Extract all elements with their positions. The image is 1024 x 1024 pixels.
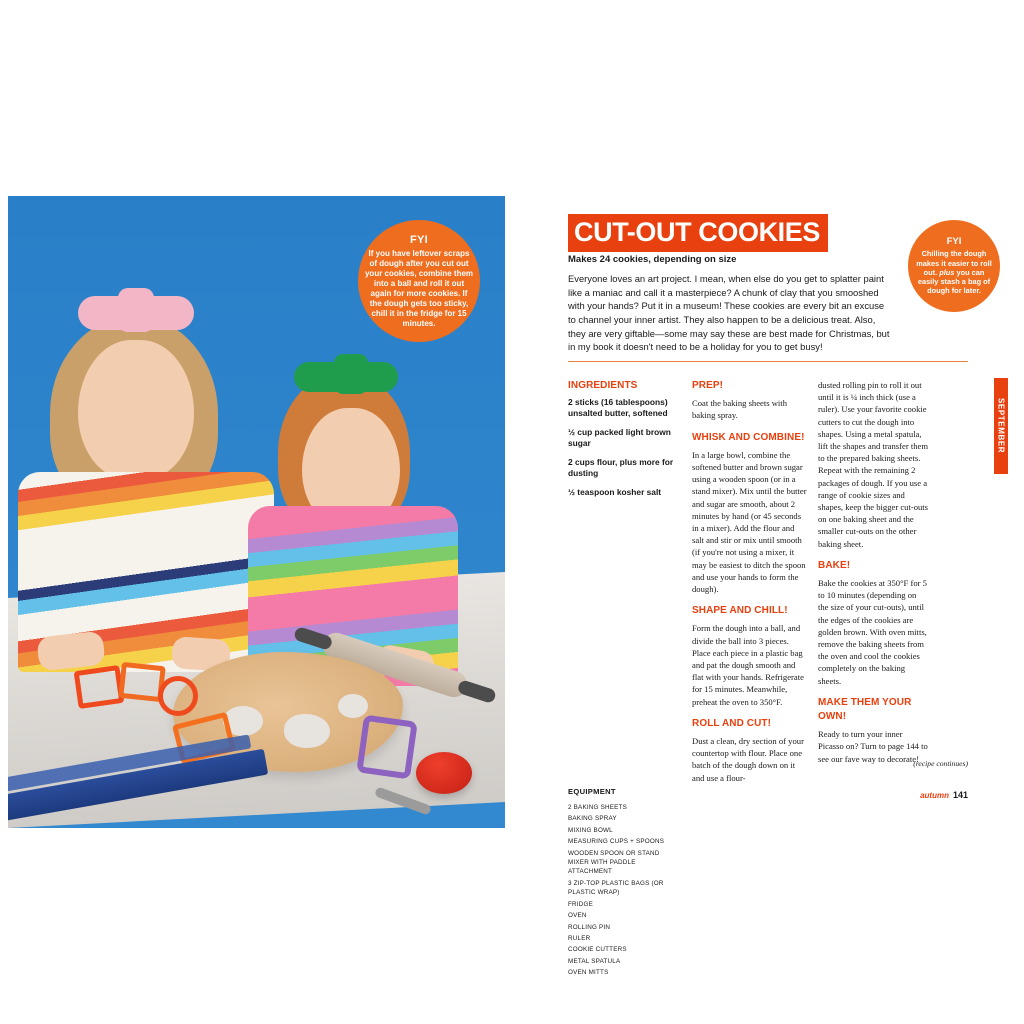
step-heading: WHISK AND COMBINE!	[692, 431, 805, 443]
fyi-text-part-2: you can easily stash a bag of dough for later.	[917, 267, 991, 296]
equipment-item: MIXING BOWL	[568, 826, 613, 834]
column-steps-left	[692, 379, 807, 793]
fyi-badge-recipe-body	[914, 249, 994, 295]
hair-bow-green-knot	[334, 354, 368, 394]
cookie-cutter-1	[74, 665, 125, 709]
ingredient-item: ½ teaspoon kosher salt	[568, 486, 662, 497]
step-heading: BAKE!	[818, 559, 851, 571]
equipment-item: COOKIE CUTTERS	[568, 946, 627, 954]
step-body: Ready to turn your inner Picasso on? Turn to page 144 to see our fave way to decorate!	[818, 729, 928, 764]
step-body: Coat the baking sheets with baking spray.	[692, 398, 787, 421]
ingredient-item: ½ cup packed light brown sugar	[568, 427, 671, 448]
equipment-item: 3 ZIP-TOP PLASTIC BAGS (OR PLASTIC WRAP)	[568, 879, 664, 897]
equipment-item: ROLLING PIN	[568, 923, 611, 931]
equipment-item: RULER	[568, 935, 591, 943]
equipment-item: BAKING SPRAY	[568, 815, 617, 823]
month-tab	[994, 378, 1008, 474]
fyi-badge-photo-body: If you have leftover scraps of dough after you cut out your cookies, combine them into a ball and roll it out again for more cookies. If the dough gets too sticky, chill it in the fridge for 15 minutes.	[364, 248, 474, 328]
step-bake	[818, 559, 928, 687]
recipe-photo	[8, 196, 505, 828]
page-folio	[870, 790, 968, 800]
fyi-badge-photo-title: FYI	[409, 233, 428, 246]
equipment-item: METAL SPATULA	[568, 957, 621, 965]
dough-cutout-3	[338, 694, 368, 718]
step-make-your-own	[818, 696, 928, 765]
step-prep	[692, 379, 807, 422]
step-heading: PREP!	[692, 380, 724, 391]
month-tab-label: SEPTEMBER	[996, 398, 1006, 454]
equipment-item: WOODEN SPOON OR STAND MIXER WITH PADDLE ATTACHMENT	[568, 849, 660, 876]
fyi-badge-recipe	[908, 220, 1000, 312]
step-body: Bake the cookies at 350°F for 5 to 10 minutes (depending on the size of your cut-outs), until the edges of the cookies are golden brown. With oven mitts, remove the baking sheets from the oven and cool the cookies completely on the baking sheets.	[818, 578, 927, 686]
divider-rule	[568, 361, 968, 362]
step-body: Form the dough into a ball, and divide the ball into 3 pieces. Place each piece in a plastic bag and pat the dough smooth and flat with your hands. Refrigerate for 15 minutes. Meanwhile, preheat the oven to 350°F.	[692, 623, 804, 707]
equipment-heading: EQUIPMENT	[568, 787, 616, 796]
fyi-badge-recipe-title: FYI	[946, 236, 962, 248]
ingredients-heading: INGREDIENTS	[568, 380, 638, 391]
cookie-cutter-3	[158, 676, 198, 716]
equipment-item: FRIDGE	[568, 900, 593, 908]
equipment-item: OVEN MITTS	[568, 969, 609, 977]
fyi-badge-photo	[358, 220, 480, 342]
step-heading: SHAPE AND CHILL!	[692, 605, 788, 617]
equipment-item: OVEN	[568, 912, 587, 920]
recipe-yield: Makes 24 cookies, depending on size	[568, 254, 737, 265]
step-shape-chill	[692, 604, 807, 708]
ingredient-item: 2 sticks (16 tablespoons) unsalted butter, softened	[568, 397, 668, 419]
equipment-item: MEASURING CUPS + SPOONS	[568, 838, 665, 846]
folio-season: autumn	[920, 791, 949, 800]
dough-cutout-2	[284, 714, 330, 748]
equipment-block	[568, 787, 680, 980]
step-heading: MAKE THEM YOUR OWN!	[818, 696, 912, 723]
step-heading: ROLL AND CUT!	[692, 717, 772, 729]
step-body: In a large bowl, combine the softened butter and brown sugar using a wooden spoon (or in a stand mixer). Mix until the butter and sugar are smooth, about 2 minutes by hand (or 45 seconds in a mixer). Add the flour and salt and stir or mix until smooth (if you're not using a mixer, it may be easiest to ditch the spoon and use your hands to form the dough).	[692, 449, 807, 595]
recipe-continues-note: (recipe continues)	[913, 759, 968, 768]
measuring-cup	[416, 752, 472, 794]
face-left	[78, 340, 194, 480]
step-roll-cut-continued: dusted rolling pin to roll it out until it is ¼ inch thick (use a ruler). Use your favorite cookie cutters to cut the dough into shapes. Using a metal spatula, lift the shapes and transfer them to the prepared baking sheets. Repeat with the remaining 2 packages of dough. If you use a range of cookie sizes and shapes, keep the bigger cut-outs on one baking sheet and the smaller cut-outs on the other baking sheet.	[818, 380, 929, 549]
recipe-page	[540, 196, 1008, 977]
fyi-text-part-1: Chilling the dough makes it easier to roll out.	[916, 249, 992, 277]
recipe-title: CUT-OUT COOKIES	[568, 214, 828, 252]
equipment-item: 2 BAKING SHEETS	[568, 803, 627, 811]
ingredient-item: 2 cups flour, plus more for dusting	[568, 456, 674, 478]
column-steps-right	[818, 379, 928, 774]
fyi-text-emphasis: plus	[939, 267, 955, 277]
step-body: Dust a clean, dry section of your countertop with flour. Place one batch of the dough down on it and use a flour-	[692, 736, 804, 783]
cookie-cutter-purple	[356, 715, 418, 780]
folio-page-number: 141	[952, 790, 968, 800]
hair-bow-pink-knot	[118, 288, 154, 332]
step-roll-cut	[692, 717, 807, 784]
column-ingredients	[568, 379, 680, 977]
recipe-intro: Everyone loves an art project. I mean, when else do you get to splatter paint like a maniac and call it a masterpiece? A chunk of clay that you smooshed with your hands? Put it in a museum! These cookies are every bit an excuse to channel your inner artist. They also happen to be a delicious treat. Also, they are very giftable—some may say these are best made for Christmas, but in my book it doesn't need to be a holiday for you to get busy!	[568, 273, 890, 353]
step-whisk-combine	[692, 431, 807, 596]
